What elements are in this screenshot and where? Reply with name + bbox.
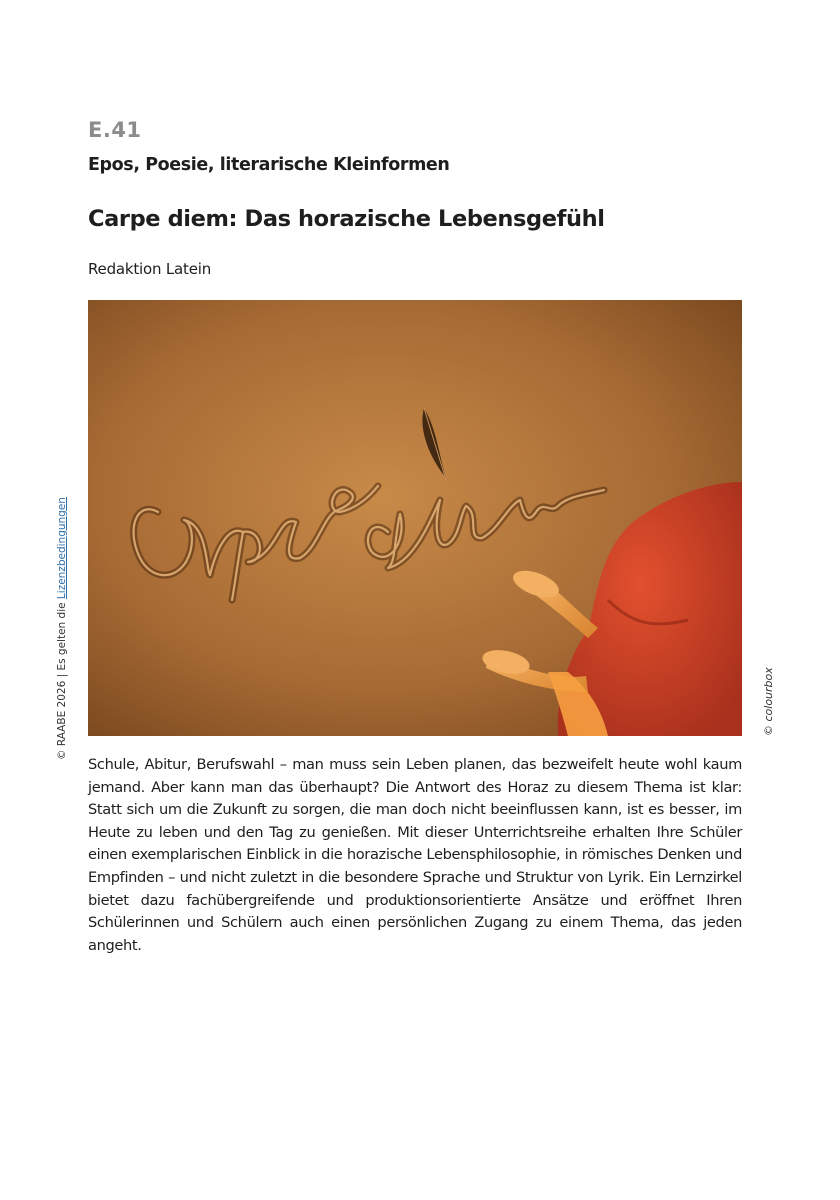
photo-credit: © colourbox [762, 667, 775, 736]
page-title: Carpe diem: Das horazische Lebensgefühl [88, 206, 605, 232]
copyright-text: © RAABE 2026 | Es gelten die [56, 599, 68, 760]
author-line: Redaktion Latein [88, 260, 212, 278]
license-notice [56, 497, 68, 760]
cover-photo [88, 300, 742, 736]
license-link[interactable]: Lizenzbedingungen [56, 497, 68, 600]
category-heading: Epos, Poesie, literarische Kleinformen [88, 155, 450, 175]
unit-code: E.41 [88, 118, 142, 142]
intro-paragraph: Schule, Abitur, Berufswahl – man muss sein Leben planen, das bezweifelt heute wohl kaum jemand. Aber kann man das überhaupt? Die Antwort des Horaz zu diesem Thema ist klar: Statt sich um die Zukunft zu sorgen, die man doch nicht beeinflussen kann, ist es besser, im Heute zu leben und den Tag zu genießen. Mit dieser Unterrichtsreihe erhalten Ihre Schüler einen exemplarischen Einblick in die horazische Lebensphilosophie, in römisches Denken und Empfinden – und nicht zuletzt in die besondere Sprache und Struktur von Lyrik. Ein Lernzirkel bietet dazu fachübergreifende und produktionsorientierte Ansätze und eröffnet Ihren Schülerinnen und Schülern auch einen persönlichen Zugang zu einem Thema, das jeden angeht. [88, 756, 742, 954]
